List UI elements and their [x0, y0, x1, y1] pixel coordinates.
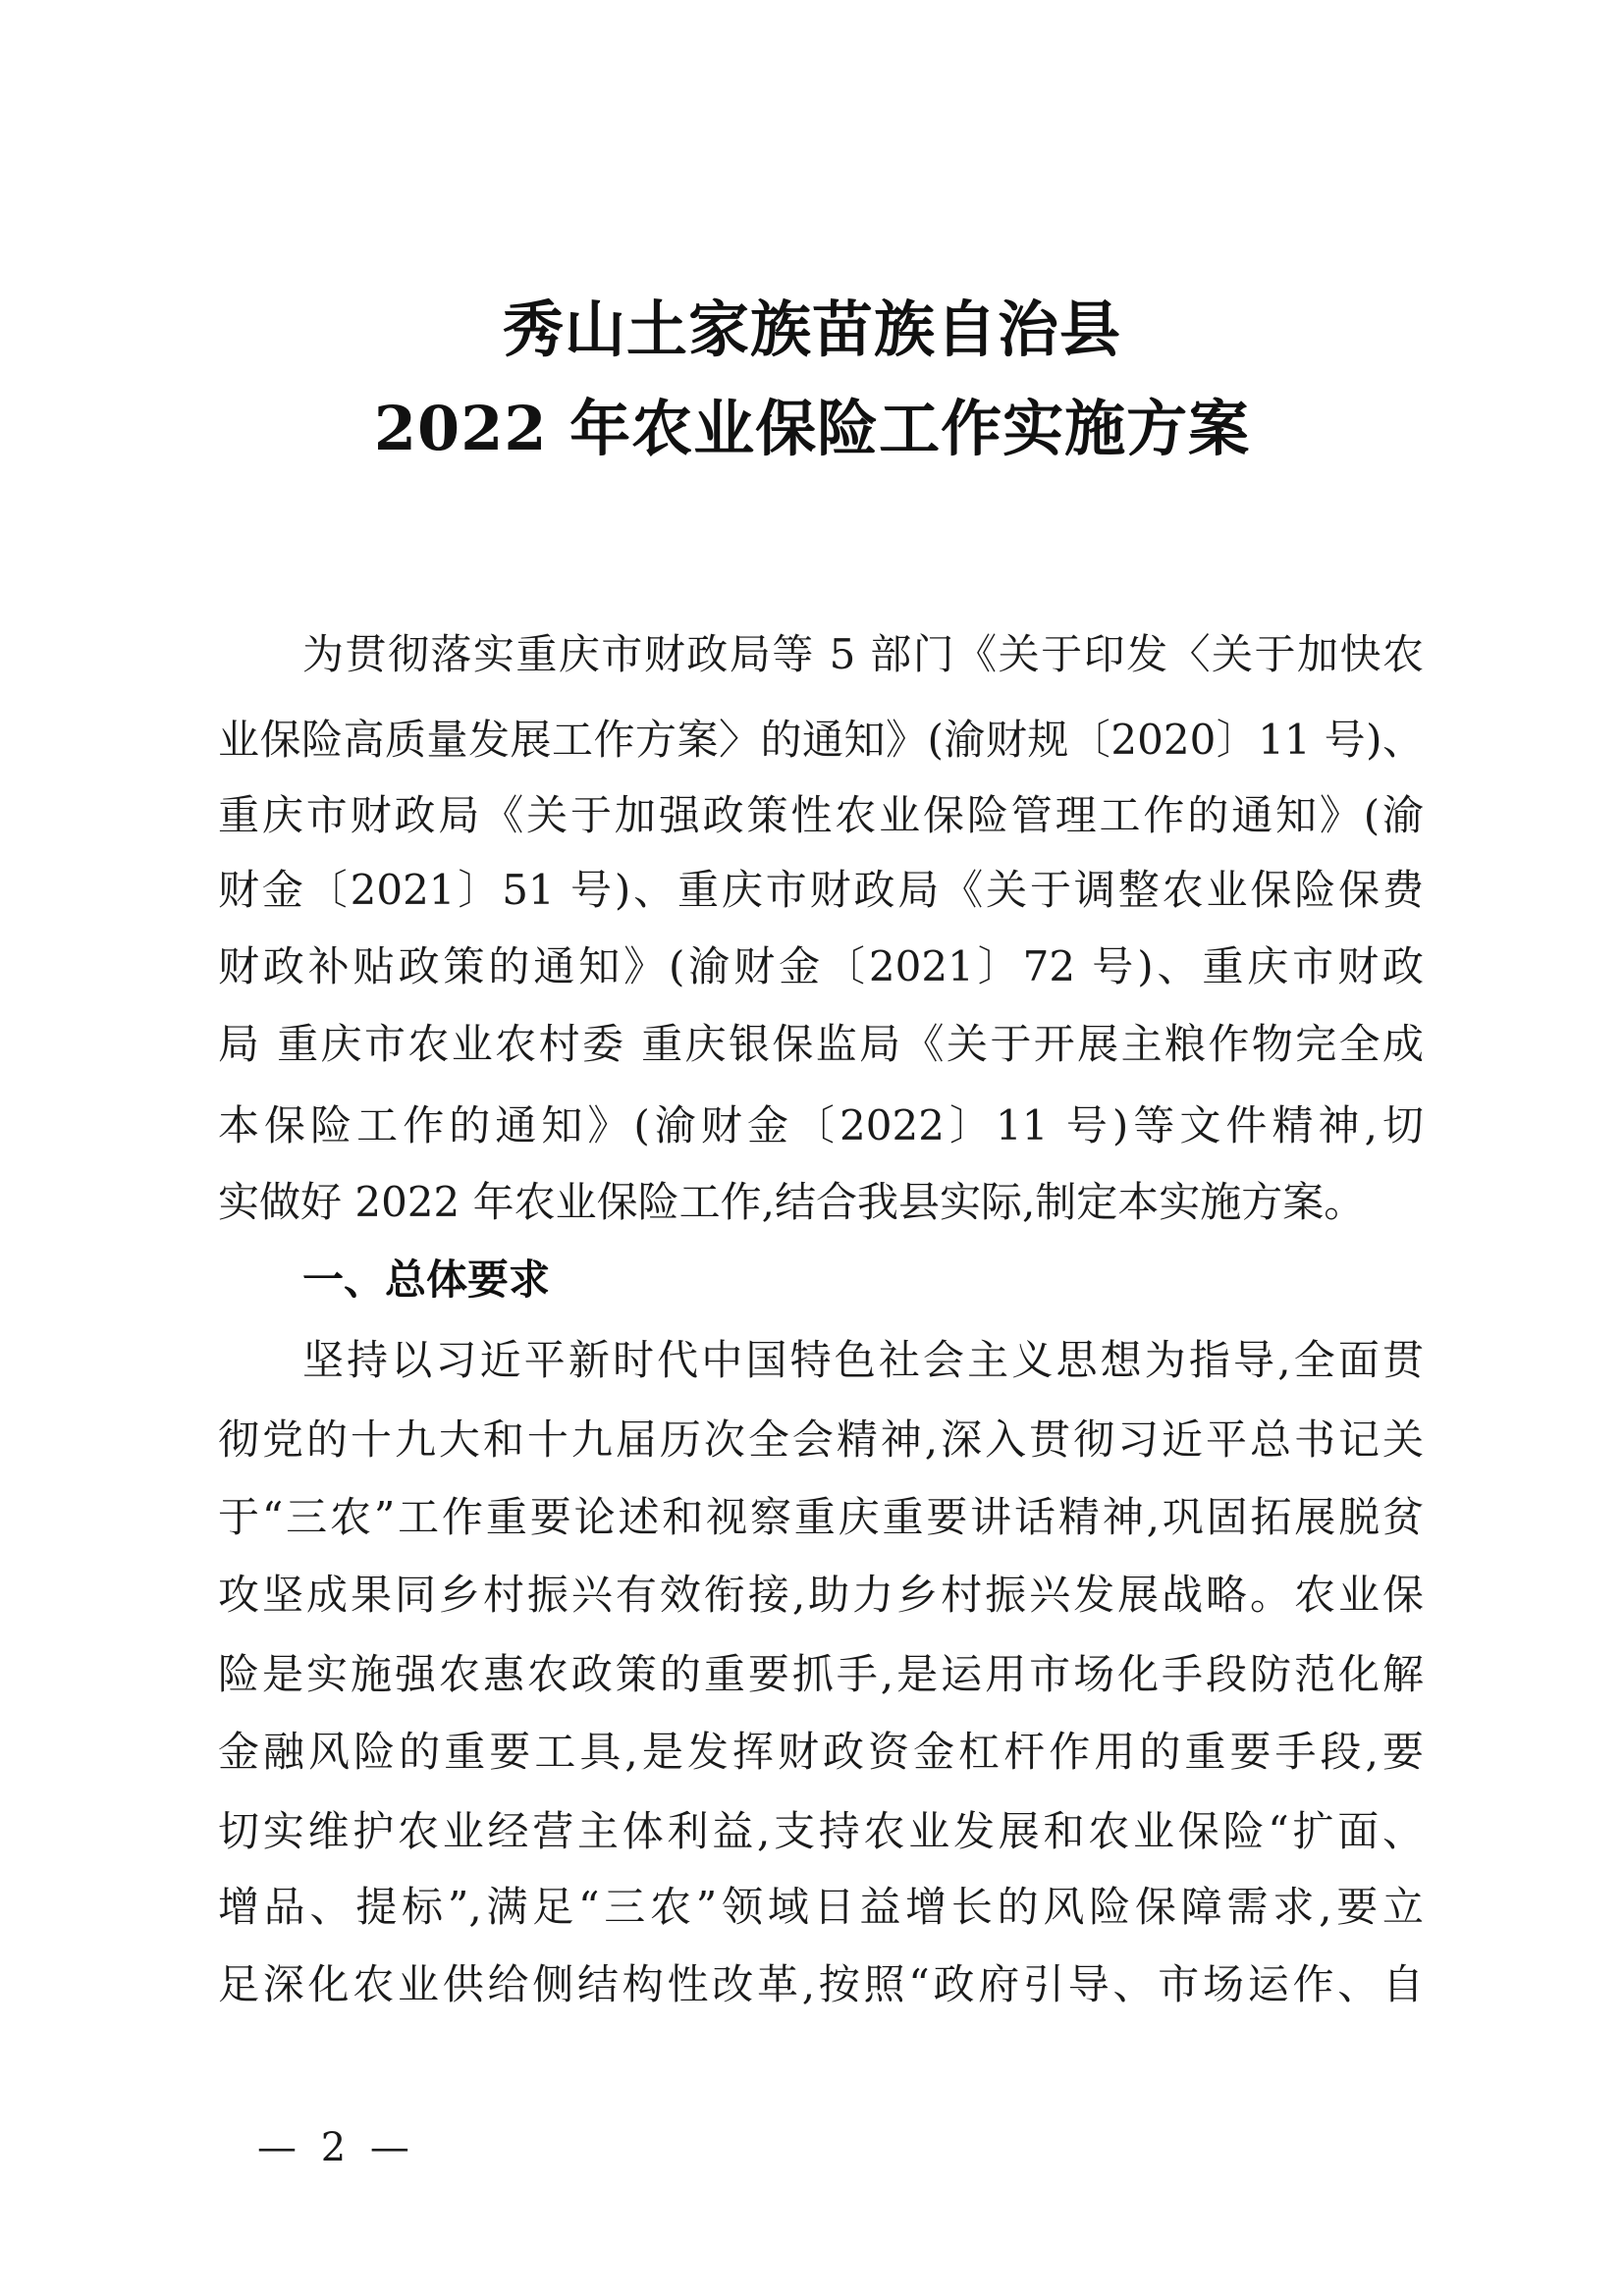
paragraph-2-line-9: 足深化农业供给侧结构性改革,按照“政府引导、市场运作、自: [218, 1960, 1424, 2008]
paragraph-2-line-7: 切实维护农业经营主体利益,支持农业发展和农业保险“扩面、: [218, 1807, 1424, 1855]
paragraph-2-line-8: 增品、提标”,满足“三农”领域日益增长的风险保障需求,要立: [218, 1883, 1424, 1931]
paragraph-2-line-2: 彻党的十九大和十九届历次全会精神,深入贯彻习近平总书记关: [218, 1415, 1424, 1464]
paragraph-2-line-1: 坚持以习近平新时代中国特色社会主义思想为指导,全面贯: [302, 1336, 1424, 1384]
paragraph-1-line-6: 局 重庆市农业农村委 重庆银保监局《关于开展主粮作物完全成: [218, 1020, 1424, 1068]
paragraph-1-line-3: 重庆市财政局《关于加强政策性农业保险管理工作的通知》(渝: [218, 791, 1424, 839]
document-title-line-2: 2022 年农业保险工作实施方案: [373, 393, 1251, 464]
paragraph-1-line-7: 本保险工作的通知》(渝财金〔2022〕11 号)等文件精神,切: [218, 1101, 1424, 1149]
paragraph-1-line-2: 业保险高质量发展工作方案〉的通知》(渝财规〔2020〕11 号)、: [218, 716, 1424, 764]
section-1-heading: 一、总体要求: [302, 1255, 551, 1304]
paragraph-2-line-3: 于“三农”工作重要论述和视察重庆重要讲话精神,巩固拓展脱贫: [218, 1493, 1424, 1541]
document-title-line-1: 秀山土家族苗族自治县: [502, 294, 1121, 365]
paragraph-1-line-8: 实做好 2022 年农业保险工作,结合我县实际,制定本实施方案。: [218, 1178, 1366, 1226]
paragraph-2-line-5: 险是实施强农惠农政策的重要抓手,是运用市场化手段防范化解: [218, 1650, 1424, 1698]
paragraph-2-line-4: 攻坚成果同乡村振兴有效衔接,助力乡村振兴发展战略。农业保: [218, 1571, 1424, 1619]
paragraph-2-line-6: 金融风险的重要工具,是发挥财政资金杠杆作用的重要手段,要: [218, 1728, 1424, 1776]
paragraph-1-line-1: 为贯彻落实重庆市财政局等 5 部门《关于印发〈关于加快农: [302, 630, 1424, 678]
paragraph-1-line-5: 财政补贴政策的通知》(渝财金〔2021〕72 号)、重庆市财政: [218, 942, 1424, 990]
paragraph-1-line-4: 财金〔2021〕51 号)、重庆市财政局《关于调整农业保险保费: [218, 866, 1424, 914]
page-number: — 2 —: [257, 2125, 415, 2170]
